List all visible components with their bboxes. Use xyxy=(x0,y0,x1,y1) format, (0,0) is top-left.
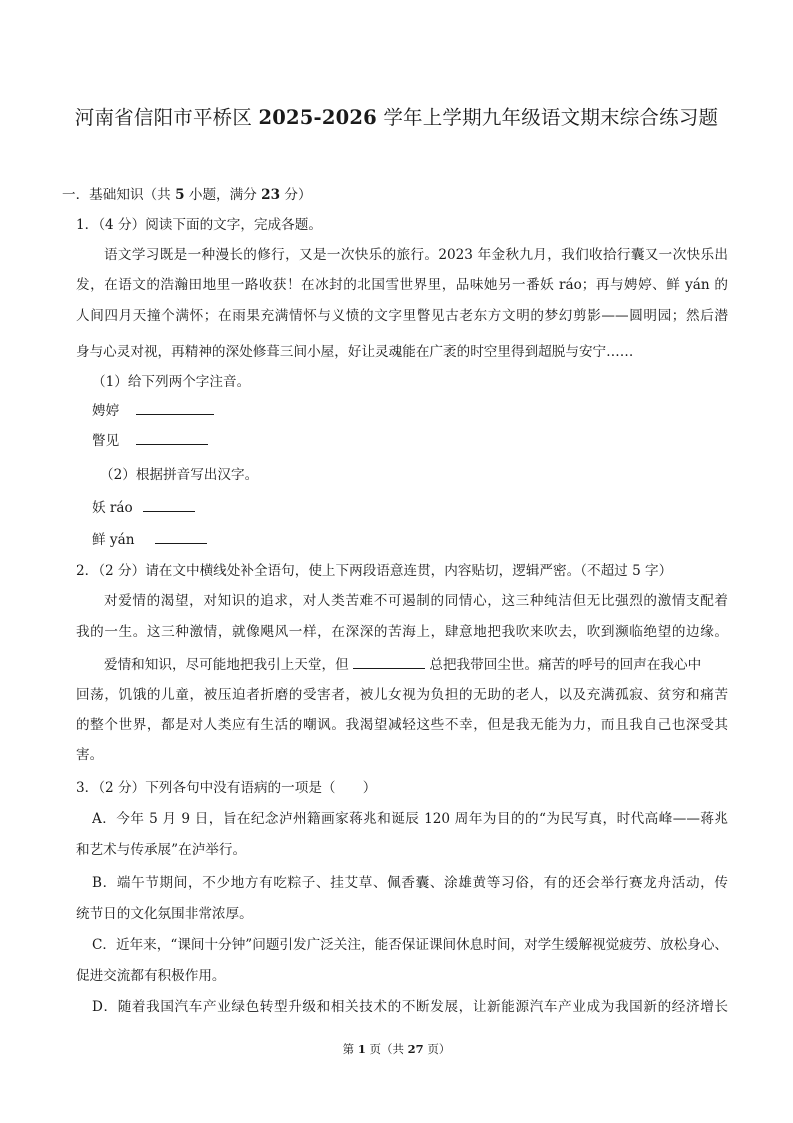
answer-blank[interactable] xyxy=(353,655,425,669)
section-heading-text: 分） xyxy=(280,187,312,203)
title-suffix: 学年上学期九年级语文期末综合练习题 xyxy=(376,106,719,129)
q1-sub1-item xyxy=(92,431,742,450)
q1-sub2-word: 妖 ráo xyxy=(92,500,133,516)
q3-option-a-cont: 和艺术与传承展”在泸举行。 xyxy=(76,842,247,858)
footer-text: 页（共 xyxy=(365,1042,408,1056)
q2-paragraph-line: 的整个世界，都是对人类应有生活的嘲讽。我渴望减轻这些不幸，但是我无能为力，而且我自己也深受其 xyxy=(76,717,728,733)
answer-blank[interactable] xyxy=(155,530,207,544)
q3-option-d: D．随着我国汽车产业绿色转型升级和相关技术的不断发展，让新能源汽车产业成为我国新的经济增长 xyxy=(92,999,728,1015)
q2-paragraph-line: 回荡，饥饿的儿童，被压迫者折磨的受害者，被儿女视为负担的无助的老人，以及充满孤寂、贫穷和痛苦 xyxy=(76,687,728,703)
answer-blank[interactable] xyxy=(143,498,195,512)
q3-option-b-cont: 统节日的文化氛围非常浓厚。 xyxy=(76,906,253,922)
q3-option-b: B．端午节期间，不少地方有吃粽子、挂艾草、佩香囊、涂雄黄等习俗，有的还会举行赛龙舟活动，传 xyxy=(92,875,728,891)
q2-paragraph-line: 对爱情的渴望，对知识的追求，对人类苦难不可遏制的同情心，这三种纯洁但无比强烈的激情支配着 xyxy=(104,593,728,609)
title-year: 2025-2026 xyxy=(258,106,377,129)
total-pages: 27 xyxy=(407,1042,424,1056)
q1-sub1-word: 瞥见 xyxy=(92,433,120,449)
q1-passage-line: 人间四月天撞个满怀；在雨果充满情怀与义愤的文字里瞥见古老东方文明的梦幻剪影——圆明园；然后潜 xyxy=(76,308,728,324)
section-heading-text: 一．基础知识（共 xyxy=(62,187,176,203)
title-prefix: 河南省信阳市平桥区 xyxy=(74,106,259,129)
section-question-count: 5 xyxy=(175,187,185,203)
q2-paragraph-line: 我的一生。这三种激情，就像飓风一样，在深深的苦海上，肆意地把我吹来吹去，吹到濒临绝望的边缘。 xyxy=(76,624,728,640)
q2-paragraph-line: 害。 xyxy=(76,747,104,763)
q1-header: 1．（4 分）阅读下面的文字，完成各题。 xyxy=(76,217,322,233)
answer-blank[interactable] xyxy=(136,401,214,415)
q1-sub1-prompt: （1）给下列两个字注音。 xyxy=(92,374,251,390)
q3-option-c: C．近年来，“课间十分钟”问题引发广泛关注，能否保证课间休息时间，对学生缓解视觉疲劳、放松身心、 xyxy=(92,937,728,953)
answer-blank[interactable] xyxy=(136,431,208,445)
q1-sub1-item xyxy=(92,401,742,420)
q3-option-c-cont: 促进交流都有积极作用。 xyxy=(76,968,226,984)
q2-text: 爱情和知识，尽可能地把我引上天堂，但 xyxy=(104,657,354,673)
section-heading-text: 小题，满分 xyxy=(184,187,262,203)
q1-passage-line: 语文学习既是一种漫长的修行，又是一次快乐的旅行。2023 年金秋九月，我们收拾行囊又一次快乐出 xyxy=(104,247,728,263)
q1-sub2-prompt: （2）根据拼音写出汉字。 xyxy=(100,467,259,483)
document-title xyxy=(0,102,793,130)
q2-paragraph-line xyxy=(104,655,728,674)
footer-text: 第 xyxy=(342,1042,358,1056)
q1-sub2-item xyxy=(92,530,742,549)
footer-text: 页） xyxy=(423,1042,451,1056)
page-footer xyxy=(0,1041,793,1057)
q2-text: 总把我带回尘世。痛苦的呼号的回声在我心中 xyxy=(425,657,702,673)
q1-sub2-item xyxy=(92,498,742,517)
q3-header: 3．（2 分）下列各句中没有语病的一项是（ ） xyxy=(76,780,377,796)
q1-sub1-word: 娉婷 xyxy=(92,403,120,419)
q2-header: 2．（2 分）请在文中横线处补全语句，使上下两段语意连贯，内容贴切，逻辑严密。（不超过 5 字） xyxy=(76,563,673,579)
q1-passage-line: 发，在语文的浩瀚田地里一路收获！在冰封的北国雪世界里，品味她另一番妖 ráo；再与娉婷、鲜 yán 的 xyxy=(76,277,728,293)
q1-sub2-word: 鲜 yán xyxy=(92,532,135,548)
page-number: 1 xyxy=(357,1042,366,1056)
section-total-score: 23 xyxy=(261,187,281,203)
section-heading xyxy=(62,186,712,204)
q1-passage-line: 身与心灵对视，再精神的深处修葺三间小屋，好让灵魂能在广袤的时空里得到超脱与安宁…… xyxy=(76,344,634,360)
q3-option-a: A．今年 5 月 9 日，旨在纪念泸州籍画家蒋兆和诞辰 120 周年为目的的“为民写真，时代高峰——蒋兆 xyxy=(92,811,728,827)
